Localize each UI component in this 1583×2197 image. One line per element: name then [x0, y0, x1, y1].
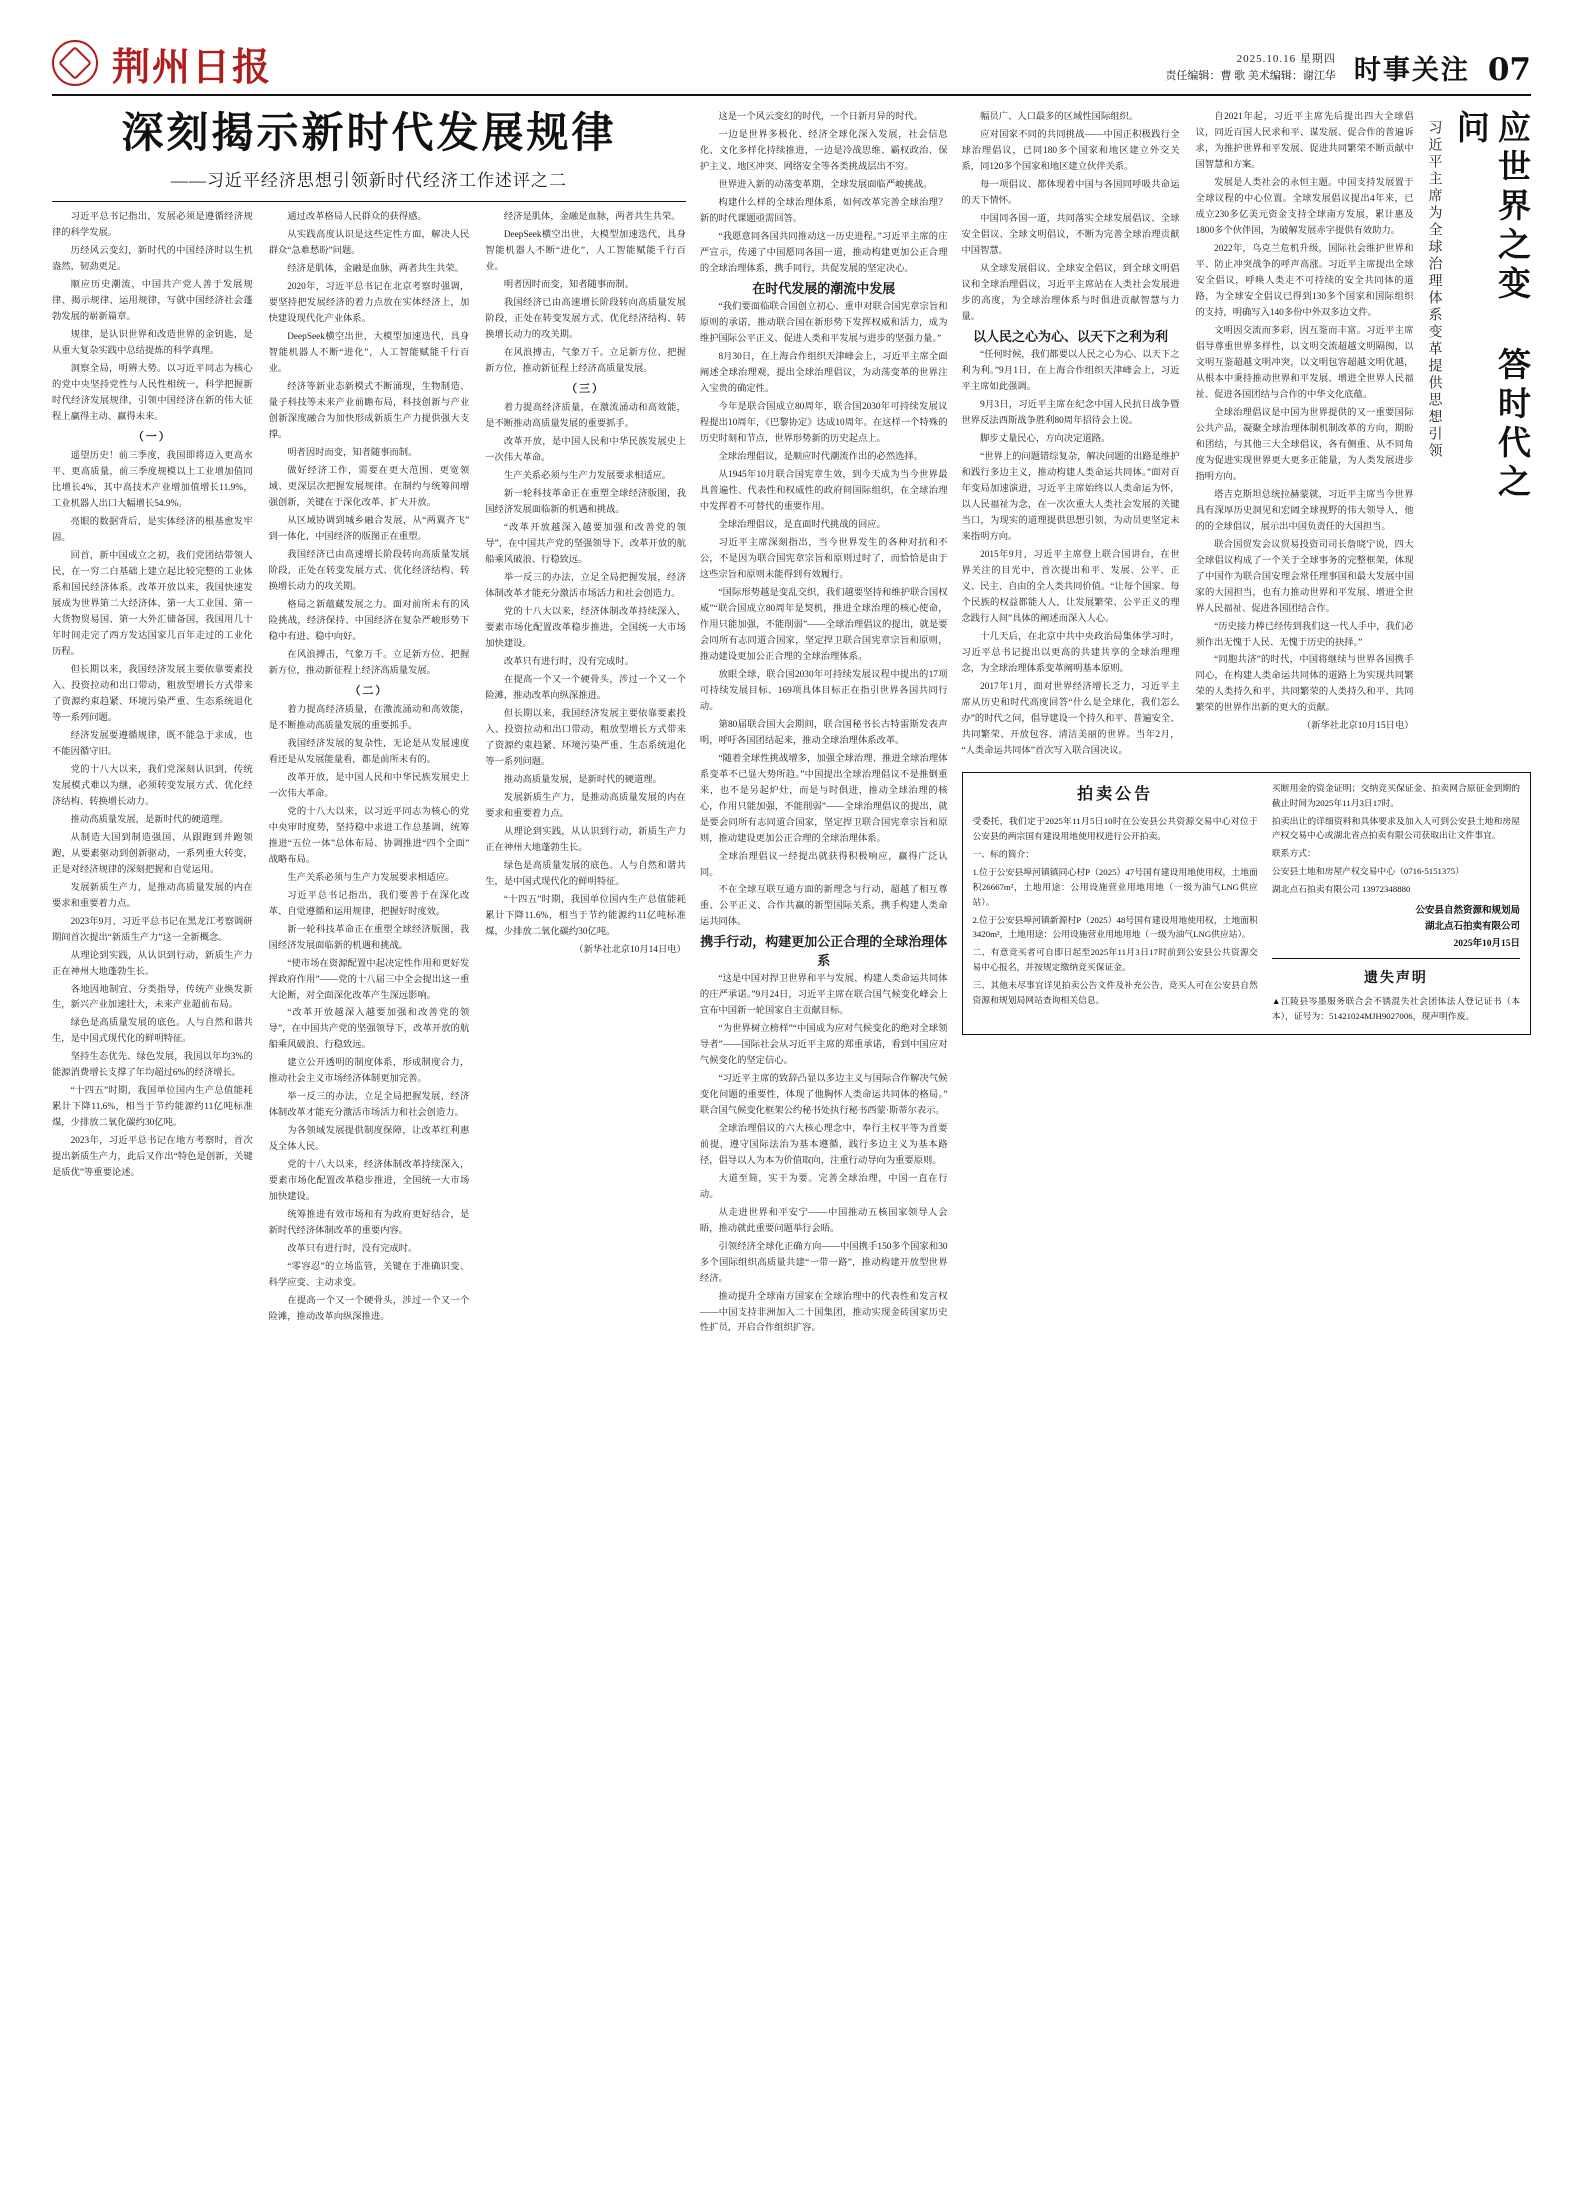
paragraph: “国际形势越是变乱交织，我们越要坚持和维护联合国权威”“联合国成立80周年是契机，推进全球治理的核心使命，作用只能加强，不能削弱”——全球治理倡议的提出，就是要会同所有志同道合国家，坚定捍卫联合国宪章宗旨和原则，推动建设更加公正合理的全球治理体系。: [699, 587, 948, 662]
paragraph: 为各领域发展提供制度保障，让改革红利惠及全体人民。: [268, 1126, 470, 1153]
paragraph: 2022年，乌克兰危机升级，国际社会维护世界和平、防止冲突战争的呼声高涨。习近平主席提出全球安全倡议，呼唤人类走不可持续的安全共同体的道路，为全球安全倡议已得到130多个国家和国际组织的支持，明确写入140多份中外双多边文件。: [1195, 243, 1414, 318]
paragraph: 全球治理倡议是中国为世界提供的又一重要国际公共产品，凝聚全球治理体制机制改革的方向，期盼和团结，与其他三大全球倡议，各有侧重、从不同角度为促进实现世界更大更多正能量，为人类发展进步指明方向。: [1195, 407, 1414, 482]
paragraph: 1.位于公安县埠河镇镇同心村P（2025）47号国有建设用地使用权，土地面积26667m²，土地用途：公用设施营业用地用地（一级为油气LNG供应站）。: [972, 866, 1258, 907]
paragraph: 自2021年起，习近平主席先后提出四大全球倡议，同近百国人民求和平、谋发展、促合作的普遍诉求，为推护世界和平发展、促进共同繁荣不断贡献中国智慧和方案。: [1195, 112, 1414, 170]
paragraph: 新一轮科技革命正在重塑全球经济版图，我国经济发展面临新的机遇和挑战。: [485, 488, 686, 515]
paragraph: 从理论到实践，从认识到行动，新质生产力正在神州大地蓬勃生长。: [485, 826, 686, 853]
paragraph: 改革开放，是中国人民和中华民族发展史上一次伟大革命。: [485, 437, 686, 463]
paragraph: 2020年，习近平总书记在北京考察时强调，要坚持把发展经济的着力点放在实体经济上，加快建设现代化产业体系。: [268, 282, 470, 325]
paragraph: 全球治理倡议，是顺应时代潮流作出的必然选择。: [718, 451, 924, 462]
main-article-columns: [52, 210, 686, 1328]
auction-notice: [962, 772, 1532, 1036]
paragraph: 应对国家不同的共同挑战——中国正积极践行全球治理倡议，已同180多个国家和地区建立外交关系，同120多个国家和地区建立伙伴关系。: [961, 129, 1180, 172]
paragraph: 我国经济发展的复杂性，无论是从发展速度看还是从发展能量看，都是前所未有的。: [268, 738, 470, 765]
paragraph: 党的十八大以来，我们党深刻认识到，传统发展模式难以为继，必须转变发展方式、优化经济结构、转换增长动力。: [52, 764, 253, 807]
paragraph: 从区域协调到城乡融合发展，从“两翼齐飞”到一体化，中国经济的版图正在重塑。: [268, 516, 470, 542]
paragraph: 联合国贸发会议贸易投资司司长詹晓宁说，四大全球倡议构成了一个关于全球事务的完整框架，体现了中国作为联合国安理会常任理事国和最大发展中国家的大国担当，也有力推动世界和平发展、增进全世界人民福祉、促进各国团结合作。: [1195, 539, 1414, 614]
paragraph: 这是一个风云变幻的时代，一个日新月异的时代。: [718, 112, 924, 122]
paragraph: 党的十八大以来，以习近平同志为核心的党中央审时度势，坚持稳中求进工作总基调，统筹推进“五位一体”总体布局、协调推进“四个全面”战略布局。: [268, 806, 470, 865]
paragraph: 从理论到实践，从认识到行动，新质生产力正在神州大地蓬勃生长。: [52, 950, 253, 977]
article-column-1: [52, 210, 253, 1328]
paragraph: 亮眼的数据背后，是实体经济的根基愈发牢固。: [52, 516, 253, 543]
paragraph: 格局之新蕴藏发展之力。面对前所未有的风险挑战，经济保持、中国经济在复杂严峻形势下稳中有进、稳中向好。: [268, 599, 470, 642]
paragraph: 从全球发展倡议、全球安全倡议，到全球文明倡议和全球治理倡议，习近平主席站在人类社会发展进步的高度，为全球治理体系与时俱进贡献智慧与力量。: [961, 263, 1180, 322]
feature-subhead: 习近平主席为全球治理体系变革提供思想引领: [1426, 120, 1442, 460]
paragraph: 不在全球互联互通方面的新理念与行动，超越了相互尊重、公平正义、合作共赢的新型国际关系，携手构建人类命运共同体。: [699, 885, 948, 928]
page-title: 深刻揭示新时代发展规律: [121, 111, 617, 157]
paragraph: 在风浪搏击，气象万千。立足新方位、把握新方位，推动新征程上经济高质量发展。: [485, 348, 686, 375]
paragraph: 通过改革格局人民群众的获得感。: [287, 212, 427, 223]
paragraph: 举一反三的办法，立足全局把握发展，经济体制改革才能充分激活市场活力和社会创造力。: [485, 572, 686, 599]
paragraph: “十四五”时期，我国单位国内生产总值能耗累计下降11.6%，相当于节约能源约11亿吨标准煤，少排放二氧化碳约30亿吨。: [485, 894, 686, 937]
feature-headline-block: [1424, 110, 1532, 550]
paragraph: 每一项倡议、都体现着中国与各国同呼吸共命运的天下情怀。: [961, 179, 1180, 206]
paragraph: 引领经济全球化正确方向——中国携手150多个国家和30多个国际组织高质量共建“一带一路”，推动构建开放型世界经济。: [699, 1241, 948, 1284]
feature-headline: 应世界之变 答时代之问: [1451, 110, 1529, 503]
subsection-heading: 以人民之心为心、以天下之利为利: [972, 328, 1168, 344]
publish-date: 2025.10.16 星期四: [1236, 52, 1336, 65]
paragraph: 明者因时而变，知者随事而制。: [287, 448, 418, 459]
subsection-heading: 在时代发展的潮流中发展: [752, 280, 896, 296]
paragraph: 党的十八大以来，经济体制改革持续深入，要素市场化配置改革稳步推进，全国统一大市场加快建设。: [485, 606, 686, 649]
paragraph: 历经风云变幻，新时代的中国经济时以生机盎然，韧劲更足。: [52, 246, 253, 273]
paragraph: “我们要面临联合国创立初心、重申对联合国宪章宗旨和原则的承诺，推动联合国在新形势下发挥权威和活力，成为维护国际公平正义、促进人类和平发展与进步的坚强力量。”: [699, 302, 948, 344]
paragraph: 拍卖出让的详细资料和具体要求及加入人可到公安县土地和房屋产权交易中心或湖北省点拍卖有限公司获取出让文件事宜。: [1271, 815, 1520, 841]
paragraph: 2023年，习近平总书记在地方考察时，首次提出新质生产力，此后又作出“特色是创新，关键是质优”等重要论述。: [52, 1136, 253, 1179]
paragraph: 推动高质量发展，是新时代的硬道理。: [70, 814, 229, 825]
section-title: 时事关注: [1353, 55, 1470, 85]
paragraph: “使市场在资源配置中起决定性作用和更好发挥政府作用”——党的十八届三中全会提出这一重大论断，对全面深化改革产生深远影响。: [268, 958, 470, 1001]
paragraph: 顺应历史潮流，中国共产党人善于发展规律、揭示规律、运用规律，写就中国经济社会蓬勃发展的崭新篇章。: [52, 280, 253, 323]
paragraph: 从制造大国到制造强国，从跟跑到并跑领跑，从要素驱动到创新驱动，一系列重大转变，正是对经济规律的深刻把握和自觉运用。: [52, 832, 253, 875]
paper-name: 荆州日报: [112, 44, 273, 89]
signature-line: 2025年10月15日: [1453, 938, 1520, 949]
subsection-heading: 携手行动，构建更加公正合理的全球治理体系: [700, 934, 948, 968]
paragraph: 推动提升全球南方国家在全球治理中的代表性和发言权——中国支持非洲加入二十国集团，推动实现金砖国家历史性扩员，开启合作组织扩容。: [699, 1291, 948, 1334]
paragraph: 全球治理倡议，是直面时代挑战的回应。: [718, 519, 886, 530]
paragraph: 联系方式：: [1271, 848, 1316, 859]
paragraph: DeepSeek横空出世，大模型加速迭代，具身智能机器人不断“进化”，人工智能赋能千行百业。: [268, 332, 470, 375]
paragraph: 世界进入新的动荡变革期，全球发展面临严峻挑战。: [718, 179, 933, 190]
paragraph: “任何时候，我们都要以人民之心为心、以天下之利为利。”9月1日，在上海合作组织天津峰会上，习近平主席如此强调。: [961, 349, 1180, 392]
paragraph: 全球治理倡议的六大核心理念中，奉行主权平等为首要前提，遵守国际法治为基本遵循，践行多边主义为基本路径，倡导以人为本为价值取向，注重行动导向为重要原则。: [699, 1123, 948, 1166]
masthead-right: [1165, 51, 1531, 86]
paragraph: 遥望历史！前三季度，我国即将迈入更高水平、更高质量，前三季度规模以上工业增加值同比增长4%，其中高技术产业增加值增长11.9%，工业机器人出口大幅增长54.9%。: [52, 451, 253, 509]
paragraph: 着力提高经济质量，在激流涌动和高效能，是不断推动高质量发展的重要抓手。: [485, 403, 686, 430]
paragraph: 发展新质生产力，是推动高质量发展的内在要求和重要着力点。: [485, 792, 686, 819]
paragraph: 改革只有进行时，没有完成时。: [287, 1244, 418, 1255]
paragraph: “改革开放越深入越要加强和改善党的领导”，在中国共产党的坚强领导下，改革开放的航船乘风破浪、行稳致远。: [268, 1008, 470, 1051]
governance-article-left: [700, 110, 948, 1339]
paragraph: “零容忍”的立场监管，关键在于准确识变、科学应变、主动求变。: [268, 1262, 470, 1289]
paragraph: 党的十八大以来，经济体制改革持续深入，要素市场化配置改革稳步推进，全国统一大市场加快建设。: [268, 1160, 470, 1203]
paragraph: “这是中国对捍卫世界和平与发展、构建人类命运共同体的庄严承诺。”9月24日，习近平主席在联合国气候变化峰会上宣布中国新一轮国家自主贡献目标。: [699, 973, 948, 1016]
section-mark: （一）: [132, 431, 172, 444]
paragraph: 生产关系必须与生产力发展要求相适应。: [503, 470, 672, 481]
paragraph: 9月3日，习近平主席在纪念中国人民抗日战争暨世界反法西斯战争胜利80周年招待会上说。: [961, 399, 1180, 426]
paragraph: 生产关系必须与生产力发展要求相适应。: [287, 872, 455, 883]
paragraph: 统筹推进有效市场和有为政府更好结合，是新时代经济体制改革的重要内容。: [268, 1210, 470, 1237]
paragraph: 文明因交流而多彩，因互鉴而丰富。习近平主席倡导尊重世界多样性，以文明交流超越文明隔阂，以文明互鉴超越文明冲突，以文明包容超越文明优越，从根本中秉持推动世界和平发展、增进全世界人民福祉、促进各国团结与合作的中华文化底蕴。: [1195, 325, 1414, 400]
paragraph: 构建什么样的全球治理体系，如何改革完善全球治理？新的时代课题亟需回答。: [699, 197, 948, 224]
masthead-meta: [1165, 51, 1336, 86]
signature-line: 公安县自然资源和规划局: [1415, 906, 1520, 917]
paragraph: “习近平主席的致辞凸显以多边主义与国际合作解决气候变化问题的重要性，体现了他胸怀人类命运共同体的格局。”联合国气候变化框架公约秘书处执行秘书西蒙·斯蒂尔表示。: [699, 1073, 948, 1116]
masthead: [52, 40, 1531, 96]
paragraph: 但长期以来，我国经济发展主要依靠要素投入、投资拉动和出口带动，粗放型增长方式带来了资源约束趋紧、环境污染严重、生态系统退化等一系列问题。: [52, 664, 253, 723]
paragraph: 我国经济已由高速增长阶段转向高质量发展阶段，正处在转变发展方式、优化经济结构、转换增长动力的攻关期。: [268, 549, 470, 592]
declaration-text: ▲江陵县岑墨服务联合会不锈混失社会团体法人登记证书（本本），证号为：51421024MJH9027006，现声明作废。: [1271, 996, 1520, 1022]
feature-column-2: [1196, 110, 1414, 762]
paragraph: 塔吉克斯坦总统拉赫蒙就，习近平主席当今世界具有深厚历史洞见和宏阔全球视野的伟大领导人，他的的全球倡议，展示出中国负责任的大国担当。: [1195, 489, 1414, 532]
paragraph: 从走进世界和平安宁——中国推动五核国家领导人会晤，推动就此重要问题举行会晤。: [699, 1207, 948, 1234]
paragraph: 在提高一个又一个硬骨头，涉过一个又一个险滩，推动改革向纵深推进。: [268, 1296, 470, 1323]
paragraph: 推动高质量发展，是新时代的硬道理。: [503, 774, 662, 785]
paragraph: 发展新质生产力，是推动高质量发展的内在要求和重要着力点。: [52, 882, 253, 909]
masthead-left: [52, 40, 273, 89]
paragraph: 买断用金的资金证明；交纳竞买保证金、拍卖网合原征金到期的截止时间为2025年11月3日17时。: [1271, 782, 1520, 808]
paragraph: 明者因时而变，知者随事而制。: [503, 280, 635, 291]
paragraph: “随着全球性挑战增多，加强全球治理、推进全球治理体系变革不已显大势所趋。”中国提出全球治理倡议不是推倒重来，也不是另起炉灶，而是与时俱进，推动全球治理的核心，作用只能加强，不能削弱”——全球治理倡议的提出，就是要会同所有志同道合国家，坚定捍卫联合国宪章宗旨和原则，推动建设更加公正合理的全球治理体系。: [699, 753, 948, 844]
auction-signature: [1272, 903, 1520, 951]
paragraph: 习近平主席深刻指出，当今世界发生的各种对抗和不公，不是因为联合国宪章宗旨和原则过时了，而恰恰是由于这些宗旨和原则未能得到有效履行。: [699, 537, 948, 580]
main-subhead: ——习近平经济思想引领新时代经济工作述评之二: [170, 171, 567, 191]
newspaper-logo-icon: [52, 40, 98, 86]
paragraph: “世界上的问题错综复杂，解决问题的出路是维护和践行多边主义，推动构建人类命运共同体。”面对百年变局加速演进，习近平主席始终以人类命运为怀，以人民福祉为念，在一次次重大人类社会发展的关键当口，为现实的道理提供思想引领，为动员更坚定未来指明方向。: [961, 451, 1180, 542]
paragraph: 一、标的简介：: [972, 848, 1035, 859]
paragraph: 第80届联合国大会期间，联合国秘书长古特雷斯发表声明，呼吁各国团结起来，推动全球治理体系改革。: [699, 719, 948, 746]
feature-column-1: [962, 110, 1180, 762]
paragraph: 今年是联合国成立80周年，联合国2030年可持续发展议程提出10周年，《巴黎协定》达成10周年。在这样一个特殊的历史时刻和节点，世界形势新的历史起点上。: [699, 401, 948, 444]
paragraph: 建立公开透明的制度体系，形成制度合力，推动社会主义市场经济体制更加完善。: [268, 1058, 470, 1085]
headline-divider: [52, 201, 686, 202]
paragraph: 8月30日，在上海合作组织天津峰会上，习近平主席全面阐述全球治理观，提出全球治理倡议，为动荡变革的世界注入宝贵的确定性。: [699, 351, 948, 394]
article-column-4: [700, 110, 948, 1337]
paragraph: “改革开放越深入越要加强和改善党的领导”，在中国共产党的坚强领导下，改革开放的航船乘风破浪、行稳致远。: [485, 522, 686, 565]
paragraph: 做好经济工作，需要在更大范围、更宽领域、更深层次把握发展规律。在制约与统筹间增强创新，关键在于深化改革、扩大开放。: [268, 466, 470, 509]
paragraph: 十几天后，在北京中共中央政治局集体学习时，习近平总书记提出以更高的共建共享的全球治理理念，为全球治理体系变革阐明基本原则。: [961, 631, 1180, 674]
paragraph: 经济是肌体，金融是血脉，两者共生共荣。: [503, 212, 681, 223]
feature-article: [962, 110, 1532, 1339]
editor-credits: 责任编辑：曹 歌 美术编辑：谢江华: [1165, 70, 1336, 83]
paragraph: 习近平总书记指出，发展必须是遵循经济规律的科学发展。: [52, 212, 253, 239]
paragraph: 绿色是高质量发展的底色。人与自然和谐共生，是中国式现代化的鲜明特征。: [52, 1018, 253, 1045]
paragraph: 脚步丈量民心，方向决定道路。: [980, 433, 1111, 444]
signature-line: 湖北点石拍卖有限公司: [1424, 922, 1520, 933]
paragraph: DeepSeek横空出世，大模型加速迭代，具身智能机器人不断“进化”，人工智能赋能千行百业。: [485, 230, 686, 273]
paragraph: 经济等新业态新模式不断涌现，生物制造、量子科技等未来产业前瞻布局，科技创新与产业创新深度融合为加快形成新质生产力提供强大支撑。: [268, 382, 470, 441]
main-headline-block: [52, 110, 686, 191]
feature-columns: [962, 110, 1414, 762]
paragraph: 我国经济已由高速增长阶段转向高质量发展阶段，正处在转变发展方式、优化经济结构、转换增长动力的攻关期。: [485, 298, 686, 341]
paragraph: 但长期以来，我国经济发展主要依靠要素投入、投资拉动和出口带动，粗放型增长方式带来了资源约束趋紧、环境污染严重、生态系统退化等一系列问题。: [485, 708, 686, 767]
paragraph: 中国同各国一道，共同落实全球发展倡议、全球安全倡议、全球文明倡议，不断为完善全球治理贡献中国智慧。: [961, 213, 1180, 256]
feature-byline-end: （新华社北京10月15日电）: [1301, 721, 1414, 732]
paragraph: 改革只有进行时，没有完成时。: [503, 656, 635, 667]
paragraph: “历史接力棒已经传到我们这一代人手中，我们必须作出无愧于人民、无愧于历史的抉择。”: [1195, 621, 1414, 648]
section-mark: （三）: [566, 383, 606, 396]
auction-notice-left: [973, 781, 1258, 1025]
paragraph: 在风浪搏击，气象万千。立足新方位、把握新方位，推动新征程上经济高质量发展。: [268, 649, 470, 676]
paragraph: 新一轮科技革命正在重塑全球经济版图，我国经济发展面临新的机遇和挑战。: [268, 924, 470, 951]
paragraph: “我愿意同各国共同推动这一历史进程。”习近平主席的庄严宣示，传递了中国愿同各国一道，推动构建更加公正合理的全球治理体系，携手同行，共促发展的坚定决心。: [699, 231, 948, 274]
paragraph: 习近平总书记指出，我们要善于在深化改革、自觉遵循和运用规律，把握好时度效。: [268, 890, 470, 917]
paragraph: 2015年9月，习近平主席登上联合国讲台，在世界关注的目光中，首次提出和平、发展、公平、正义、民主、自由的全人类共同价值。“让每个国家、每个民族的权益都能人人，让发展繁荣、公平正义的理念践行人间”具体的阐述而深入人心。: [961, 549, 1180, 624]
paragraph: 经济发展要遵循规律，既不能急于求成，也不能因循守旧。: [52, 730, 253, 757]
section-mark: （二）: [349, 684, 389, 697]
paragraph: 从实践高度认识是这些定性方面，解决人民群众“急难愁盼”问题。: [268, 230, 470, 257]
auction-notice-title: 拍卖公告: [1077, 785, 1154, 803]
paragraph: “同胞共济”的时代，中国将继续与世界各国携手同心，在构建人类命运共同体的道路上为实现共同繁荣的人类持久和平、共同繁荣的人类持久和平、共同繁荣的世界作出新的更大的贡献。: [1195, 655, 1414, 714]
paragraph: 湖北点石拍卖有限公司 13972348880: [1271, 884, 1411, 895]
paragraph: 洞察全局，明辨大势。以习近平同志为核心的党中央坚持党性与人民性相统一，科学把握新时代经济发展规律，引领中国经济在新的伟大征程上赢得主动、赢得未来。: [52, 364, 253, 423]
paragraph: 绿色是高质量发展的底色。人与自然和谐共生，是中国式现代化的鲜明特征。: [485, 860, 686, 887]
page-content: [52, 110, 1531, 1339]
paragraph: 2.位于公安县埠河镇新源村P（2025）48号国有建设用地使用权，土地面积3420m²，土地用途：公用设施营业用地用地（一级为油气LNG供应站）。: [972, 914, 1258, 940]
paragraph: 二、有意竞买者可自即日起至2025年11月3日17时前到公安县公共资源交易中心报名，并按规定缴纳竞买保证金。: [972, 947, 1258, 973]
article-byline-end: （新华社北京10月14日电）: [574, 944, 686, 955]
paragraph: 公安县土地和房屋产权交易中心（0716-5151375）: [1271, 866, 1464, 877]
article-column-2: [269, 210, 470, 1328]
paragraph: 从1945年10月联合国宪章生效，到今天成为当今世界最具普遍性、代表性和权威性的政府间国际组织，在全球治理中发挥着不可替代的重要作用。: [699, 469, 948, 512]
declaration-title: 遗失声明: [1363, 970, 1428, 986]
article-column-3: [485, 210, 686, 1328]
paragraph: 规律，是认识世界和改造世界的金钥匙，是从重大复杂实践中总结提炼的科学真理。: [52, 330, 253, 357]
auction-notice-right: [1272, 781, 1520, 1025]
paragraph: 2023年9月，习近平总书记在黑龙江考察调研期间首次提出“新质生产力”这一全新概念。: [52, 916, 253, 943]
paragraph: 全球治理倡议一经提出就获得积极响应，赢得广泛认同。: [699, 851, 948, 878]
paragraph: 各地因地制宜、分类指导，传统产业焕发新生，新兴产业加速壮大，未来产业超前布局。: [52, 984, 253, 1011]
paragraph: 大道至简，实干为要。完善全球治理，中国一直在行动。: [699, 1173, 948, 1200]
paragraph: 幅员广、人口最多的区域性国际组织。: [980, 112, 1139, 122]
paragraph: 受委托，我们定于2025年11月5日10时在公安县公共资源交易中心对位于公安县的两宗国有建设用地使用权进行公开拍卖。: [972, 815, 1258, 841]
paragraph: 着力提高经济质量，在激流涌动和高效能，是不断推动高质量发展的重要抓手。: [268, 704, 470, 731]
paragraph: 经济是肌体，金融是血脉，两者共生共荣。: [287, 264, 464, 275]
notice-divider: [1272, 958, 1520, 959]
paragraph: 回首，新中国成立之初，我们党团结带领人民，在一穷二白基础上建立起比较完整的工业体系和国民经济体系。改革开放以来，我国快速发展成为世界第二大经济体、第一大工业国、第一大货物贸易国、第一大外汇储备国，我国用几十年时间走完了西方发达国家几百年走过的工业化历程。: [52, 550, 253, 657]
paragraph: “为世界树立榜样”“中国成为应对气候变化的绝对全球领导者”——国际社会从习近平主席的郑重承诺，看到中国应对气候变化的坚定信心。: [699, 1023, 948, 1066]
paragraph: 三、其他未尽事宜详见拍卖公告文件及补充公告，竞买人可在公安县自然资源和规划局网站查询相关信息。: [972, 980, 1258, 1006]
paragraph: 举一反三的办法，立足全局把握发展，经济体制改革才能充分激活市场活力和社会创造力。: [268, 1092, 470, 1119]
paragraph: 改革开放，是中国人民和中华民族发展史上一次伟大革命。: [268, 772, 470, 799]
paragraph: 一边是世界多极化、经济全球化深入发展，社会信息化、文化多样化持续推进，一边是冷战思维、霸权政治、保护主义、地区冲突、网络安全等各类挑战层出不穷。: [699, 129, 948, 172]
paragraph: 坚持生态优先、绿色发展，我国以年均3%的能源消费增长支撑了年均超过6%的经济增长。: [52, 1052, 253, 1079]
paragraph: 放眼全球，联合国2030年可持续发展议程中提出的17项可持续发展目标、169项具体目标正在指引世界各国共同行动。: [699, 669, 948, 712]
main-article: [52, 110, 686, 1339]
page-number: 07: [1487, 52, 1531, 88]
paragraph: 发展是人类社会的永恒主题。中国支持发展置于全球议程的中心位置。全球发展倡议提出4年来，已成立230多亿美元资金支持全球南方发展，累计惠及1800多个伙伴国，为破解发展赤字提供有效助力。: [1195, 177, 1414, 236]
paragraph: “十四五”时期，我国单位国内生产总值能耗累计下降11.6%，相当于节约能源约11亿吨标准煤，少排放二氧化碳约30亿吨。: [52, 1086, 253, 1129]
paragraph: 2017年1月，面对世界经济增长乏力，习近平主席从历史和时代高度回答“什么是全球化，我们怎么办”的时代之问，倡导建设一个持久和平、普遍安全、共同繁荣、开放包容、清洁美丽的世界。当年2月，“人类命运共同体”首次写入联合国决议。: [961, 681, 1180, 756]
paragraph: 在提高一个又一个硬骨头，涉过一个又一个险滩，推动改革向纵深推进。: [485, 674, 686, 701]
